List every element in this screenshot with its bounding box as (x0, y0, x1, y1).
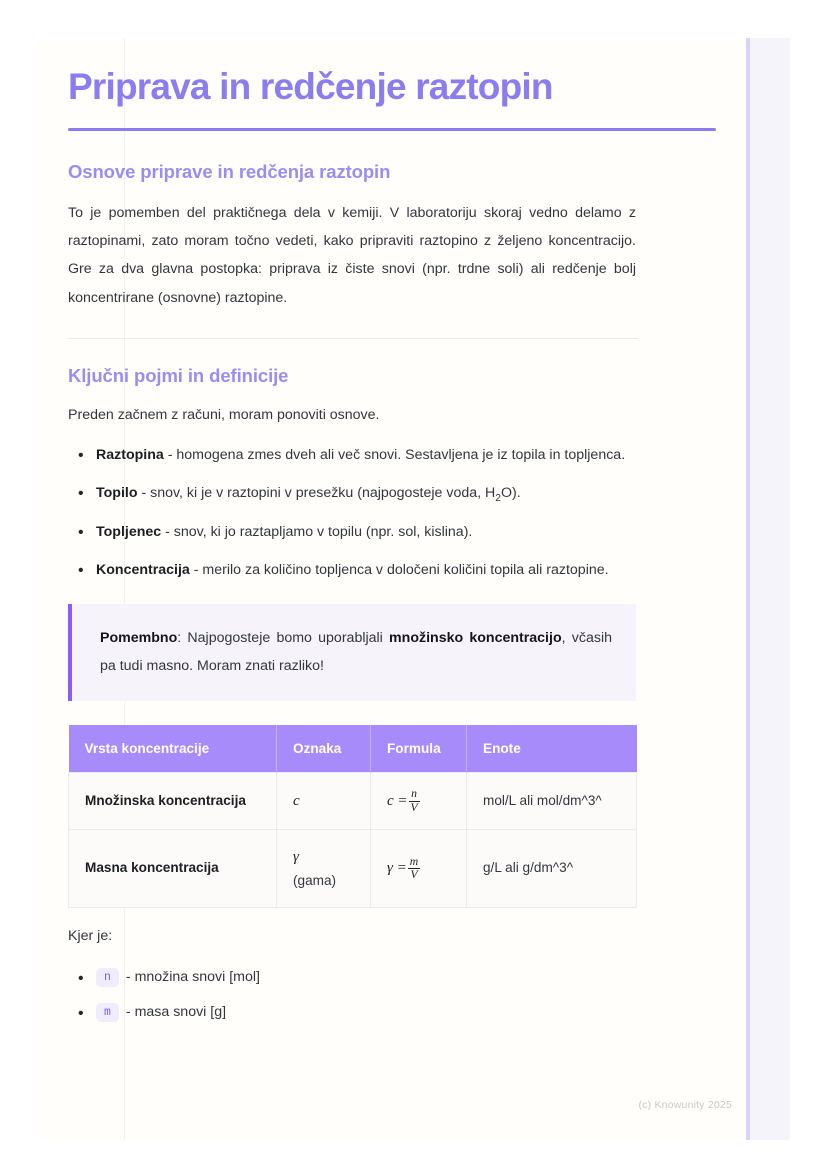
legend-description: - masa snovi [g] (125, 1003, 227, 1020)
key-terms-intro: Preden začnem z računi, moram ponoviti osnove. (68, 407, 380, 424)
fraction (408, 856, 420, 882)
cell-units: mol/L ali mol/dm^3^ (467, 773, 637, 830)
important-callout-box (68, 604, 636, 701)
list-item (68, 520, 642, 544)
term-definition-post: O). (500, 484, 521, 501)
right-side-panel (750, 38, 790, 1140)
callout-label-suffix: : (177, 629, 182, 646)
callout-text-2: , včasih pa tudi masno. Moram znati razliko! (100, 629, 612, 674)
cell-symbol (277, 829, 371, 907)
term-definition-pre: - snov, ki je v raztopini v presežku (najpogosteje voda, H (137, 484, 496, 501)
table-row (69, 773, 637, 830)
column-header-formula: Formula (371, 725, 467, 773)
chemical-subscript: 2 (495, 492, 501, 504)
symbol-note: (gama) (293, 872, 337, 888)
fraction-numerator: m (409, 854, 419, 868)
document-page (38, 38, 790, 1140)
legend-list (68, 966, 668, 1023)
symbol-badge-n: • n (96, 968, 119, 988)
list-item (68, 558, 642, 582)
column-header-units: Enote (467, 725, 637, 773)
term-definition: - homogena zmes dveh ali več snovi. Sestavljena je iz topila in topljenca. (163, 447, 626, 464)
fraction-denominator: V (410, 867, 418, 881)
callout-label: Pomembno (100, 629, 178, 646)
term-label: Koncentracija (96, 561, 190, 578)
term-definition: - snov, ki jo raztapljamo v topilu (npr. sol, kislina). (161, 524, 473, 541)
footer-watermark: (c) Knowunity 2025 (638, 1099, 732, 1111)
term-label: Topljenec (96, 524, 162, 541)
formula-lhs: γ = (387, 859, 407, 876)
table-row (69, 829, 637, 907)
formula-lhs: c = (387, 792, 408, 809)
column-header-symbol: Oznaka (277, 725, 371, 773)
page-title: Priprava in redčenje raztopin (68, 66, 553, 107)
cell-units: g/L ali g/dm^3^ (467, 829, 637, 907)
table-body (69, 773, 637, 908)
callout-text-1: Najpogosteje bomo uporabljali (181, 629, 390, 646)
cell-symbol (277, 773, 371, 830)
column-header-type: Vrsta koncentracije (69, 725, 277, 773)
list-item (68, 443, 642, 467)
list-item (68, 966, 668, 989)
callout-emphasis: množinsko koncentracijo (389, 629, 562, 646)
section-paragraph-basics: To je pomemben del praktičnega dela v kemiji. V laboratoriju skoraj vedno delamo z raztopinami, zato moram točno vedeti, kako pripraviti raztopino z željeno koncentracijo. Gre za dva glavna postopka: priprava iz čiste snovi (npr. trdne soli) ali redčenje bolj koncentrirane (osnovne) raztopine. (68, 204, 636, 306)
fraction-denominator: V (410, 800, 418, 814)
symbol-glyph: γ (293, 848, 299, 865)
term-definition: - merilo za količino topljenca v določeni količini topila ali raztopine. (189, 561, 609, 578)
cell-type: Množinska koncentracija (69, 773, 277, 830)
fraction-numerator: n (409, 788, 420, 801)
cell-formula (371, 829, 467, 907)
title-underline-rule (68, 128, 716, 131)
legend-description: - množina snovi [mol] (125, 969, 260, 986)
term-label: Raztopina (96, 447, 164, 464)
table-header (69, 725, 637, 773)
list-item (68, 481, 642, 507)
formula-expression (387, 854, 421, 881)
document-content (68, 38, 668, 1036)
section-divider (68, 338, 638, 339)
callout-text (100, 625, 612, 680)
formula-expression (387, 787, 421, 814)
term-label: Topilo (96, 484, 138, 501)
section-heading-basics: Osnove priprave in redčenja raztopin (68, 160, 391, 182)
cell-type: Masna koncentracija (69, 829, 277, 907)
section-heading-key-terms: Ključni pojmi in definicije (68, 365, 289, 387)
list-item (68, 1001, 668, 1024)
concentration-table (68, 725, 637, 908)
legend-intro: Kjer je: (68, 928, 113, 945)
key-terms-list (68, 443, 642, 582)
fraction (409, 788, 420, 814)
symbol-badge-m: • m (96, 1003, 119, 1023)
cell-formula (371, 773, 467, 830)
table-header-row (69, 725, 637, 773)
symbol-glyph: c (293, 792, 300, 809)
